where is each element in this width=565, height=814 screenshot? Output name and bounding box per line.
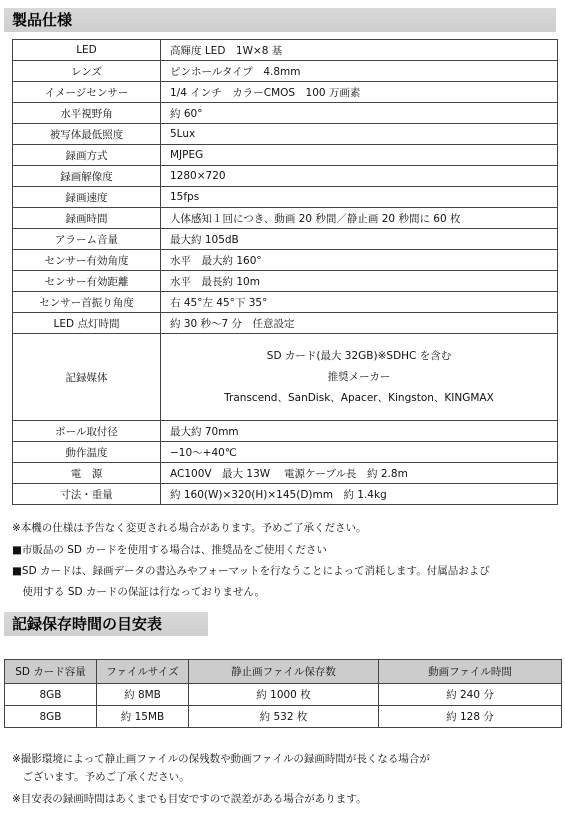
spec-row: [13, 166, 558, 187]
spec-value: 1/4 インチ カラーCMOS 100 万画素: [161, 82, 558, 103]
spec-value: 水平 最大約 160°: [161, 250, 558, 271]
spec-row: [13, 271, 558, 292]
note-line: ■SD カードは、録画データの書込みやフォーマットを行なうことによって消耗します。付属品および: [12, 565, 490, 577]
spec-value: ピンホールタイプ 4.8mm: [161, 61, 558, 82]
spec-label: 録画方式: [13, 145, 161, 166]
spec-label: LED: [13, 40, 161, 61]
spec-label: イメージセンサー: [13, 82, 161, 103]
spec-row: [13, 292, 558, 313]
spec-value: 高輝度 LED 1W×8 基: [161, 40, 558, 61]
column-header: ファイルサイズ: [97, 660, 189, 684]
spec-label: レンズ: [13, 61, 161, 82]
spec-value: 水平 最長約 10m: [161, 271, 558, 292]
spec-row: [13, 124, 558, 145]
footer-note: ※目安表の録画時間はあくまでも目安ですので誤差がある場合があります。: [12, 793, 367, 805]
footer-note: ございます。予めご了承ください。: [12, 771, 190, 783]
spec-row: [13, 484, 558, 505]
spec-row: [13, 145, 558, 166]
note-line: ■市販品の SD カードを使用する場合は、推奨品をご使用ください: [12, 544, 327, 556]
media-line: Transcend、SanDisk、Apacer、Kingston、KINGMAX: [224, 391, 494, 404]
media-line: SD カード(最大 32GB)※SDHC を含む: [266, 349, 452, 362]
spec-label: センサー首振り角度: [13, 292, 161, 313]
spec-label: アラーム音量: [13, 229, 161, 250]
spec-row: [13, 250, 558, 271]
column-header: 動画ファイル時間: [379, 660, 562, 684]
table-cell: 8GB: [5, 684, 97, 706]
spec-value: 最大約 105dB: [161, 229, 558, 250]
spec-value: 右 45°左 45°下 35°: [161, 292, 558, 313]
table-cell: 約 240 分: [379, 684, 562, 706]
spec-label: ポール取付径: [13, 421, 161, 442]
table-cell: 約 128 分: [379, 706, 562, 728]
spec-row: [13, 208, 558, 229]
spec-label: 電 源: [13, 463, 161, 484]
spec-value-media: [161, 334, 558, 421]
spec-value: 約 160(W)×320(H)×145(D)mm 約 1.4kg: [161, 484, 558, 505]
spec-label: LED 点灯時間: [13, 313, 161, 334]
table-cell: 約 15MB: [97, 706, 189, 728]
media-line: 推奨メーカー: [327, 370, 391, 383]
table-cell: 8GB: [5, 706, 97, 728]
table-row: [5, 684, 562, 706]
spec-table: [12, 39, 558, 505]
recording-section-title: 記録保存時間の目安表: [4, 612, 208, 636]
spec-label: 寸法・重量: [13, 484, 161, 505]
spec-value: 人体感知１回につき、動画 20 秒間／静止画 20 秒間に 60 枚: [161, 208, 558, 229]
spec-value: 約 30 秒～7 分 任意設定: [161, 313, 558, 334]
spec-value: 最大約 70mm: [161, 421, 558, 442]
spec-row: [13, 442, 558, 463]
column-header: 静止画ファイル保存数: [189, 660, 379, 684]
spec-label: 記録媒体: [13, 334, 161, 421]
spec-label: センサー有効角度: [13, 250, 161, 271]
spec-row: [13, 421, 558, 442]
column-header: SD カード容量: [5, 660, 97, 684]
spec-row: [13, 313, 558, 334]
spec-row: [13, 82, 558, 103]
footer-note: ※撮影環境によって静止画ファイルの保残数や動画ファイルの録画時間が長くなる場合が: [12, 753, 430, 765]
table-row: [5, 706, 562, 728]
note-line: 使用する SD カードの保証は行なっておりません。: [12, 586, 266, 598]
recording-time-table: [4, 659, 562, 728]
spec-label: 録画時間: [13, 208, 161, 229]
spec-label: 水平視野角: [13, 103, 161, 124]
note-line: ※本機の仕様は予告なく変更される場合があります。予めご了承ください。: [12, 522, 367, 534]
table-cell: 約 1000 枚: [189, 684, 379, 706]
spec-value: AC100V 最大 13W 電源ケーブル長 約 2.8m: [161, 463, 558, 484]
spec-label: センサー有効距離: [13, 271, 161, 292]
spec-value: 5Lux: [161, 124, 558, 145]
spec-section-title: 製品仕様: [4, 8, 556, 32]
spec-value: 1280×720: [161, 166, 558, 187]
spec-row: [13, 103, 558, 124]
spec-label: 被写体最低照度: [13, 124, 161, 145]
table-header-row: [5, 660, 562, 684]
spec-label: 録画解像度: [13, 166, 161, 187]
table-cell: 約 8MB: [97, 684, 189, 706]
spec-value: 15fps: [161, 187, 558, 208]
spec-row: [13, 463, 558, 484]
spec-value: 約 60°: [161, 103, 558, 124]
spec-row-media: [13, 334, 558, 421]
spec-row: [13, 61, 558, 82]
table-cell: 約 532 枚: [189, 706, 379, 728]
spec-value: MJPEG: [161, 145, 558, 166]
spec-label: 録画速度: [13, 187, 161, 208]
spec-label: 動作温度: [13, 442, 161, 463]
spec-row: [13, 229, 558, 250]
spec-value: −10～+40℃: [161, 442, 558, 463]
spec-row: [13, 40, 558, 61]
spec-row: [13, 187, 558, 208]
